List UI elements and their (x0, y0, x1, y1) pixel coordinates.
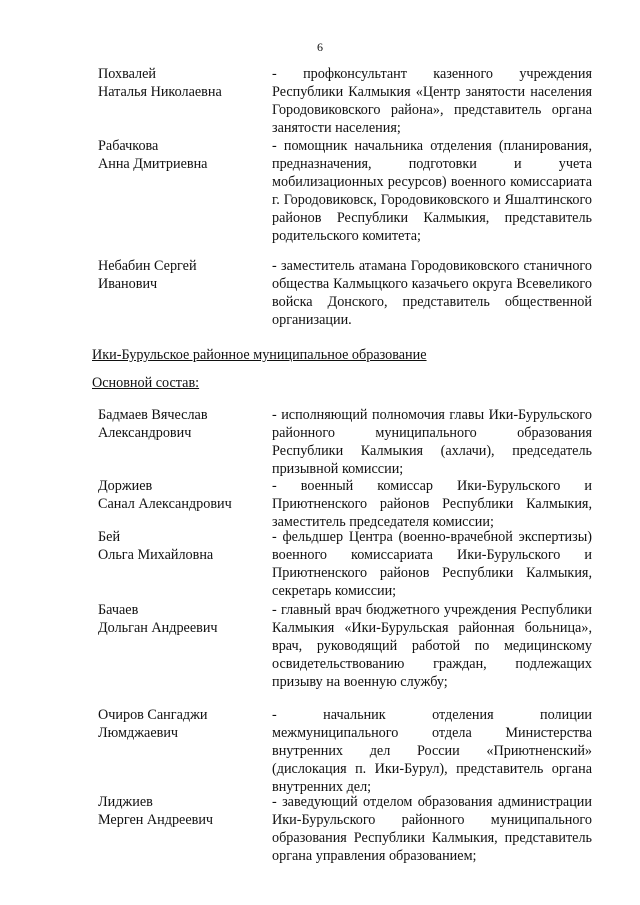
member-name: Похвалей Наталья Николаевна (98, 66, 222, 100)
member-role: - заведующий отделом образования администрации Ики-Бурульского районного муниципального образования Республики Калмыкия, представитель органа управления образованием; (272, 794, 592, 864)
member-name: Лиджиев Мерген Андреевич (98, 794, 214, 828)
section-subtitle: Основной состав: (92, 375, 200, 391)
member-role: - исполняющий полномочия главы Ики-Бурульского районного муниципального образования Республики Калмыкия (ахлачи), председатель призывной комиссии; (272, 407, 592, 477)
page-number: 6 (317, 40, 323, 54)
member-role: - профконсультант казенного учреждения Республики Калмыкия «Центр занятости населения Городовиковского района», представитель органа занятости населения; (272, 66, 592, 136)
member-name: Небабин Сергей Иванович (98, 258, 197, 292)
section-title: Ики-Бурульское районное муниципальное образование (92, 347, 427, 363)
member-name: Доржиев Санал Александрович (98, 478, 232, 512)
member-role: - главный врач бюджетного учреждения Республики Калмыкия «Ики-Бурульская районная больница», врач, руководящий работой по медицинскому освидетельствованию граждан, подлежащих призыву на военную службу; (272, 602, 592, 690)
member-name: Очиров Сангаджи Люмджаевич (98, 707, 208, 741)
member-role: - начальник отделения полиции межмуниципального отдела Министерства внутренних дел России «Приютненский» (дислокация п. Ики-Бурул), представитель органа внутренних дел; (272, 707, 592, 795)
member-role: - военный комиссар Ики-Бурульского и Приютненского районов Республики Калмыкия, заместитель председателя комиссии; (272, 478, 592, 530)
member-name: Рабачкова Анна Дмитриевна (98, 138, 208, 172)
member-name: Бачаев Дольган Андреевич (98, 602, 218, 636)
member-name: Бадмаев Вячеслав Александрович (98, 407, 208, 441)
member-name: Бей Ольга Михайловна (98, 529, 214, 563)
member-role: - помощник начальника отделения (планирования, предназначения, подготовки и учета мобилизационных ресурсов) военного комиссариата г. Городовиковск, Городовиковского и Яшалтинского районов Республики Калмыкия, представитель родительского комитета; (272, 138, 592, 244)
member-role: - фельдшер Центра (военно-врачебной экспертизы) военного комиссариата Ики-Бурульского и Приютненского районов Республики Калмыкия, секретарь комиссии; (272, 529, 592, 599)
member-role: - заместитель атамана Городовиковского станичного общества Калмыцкого казачьего округа Всевеликого войска Донского, представитель общественной организации. (272, 258, 592, 328)
